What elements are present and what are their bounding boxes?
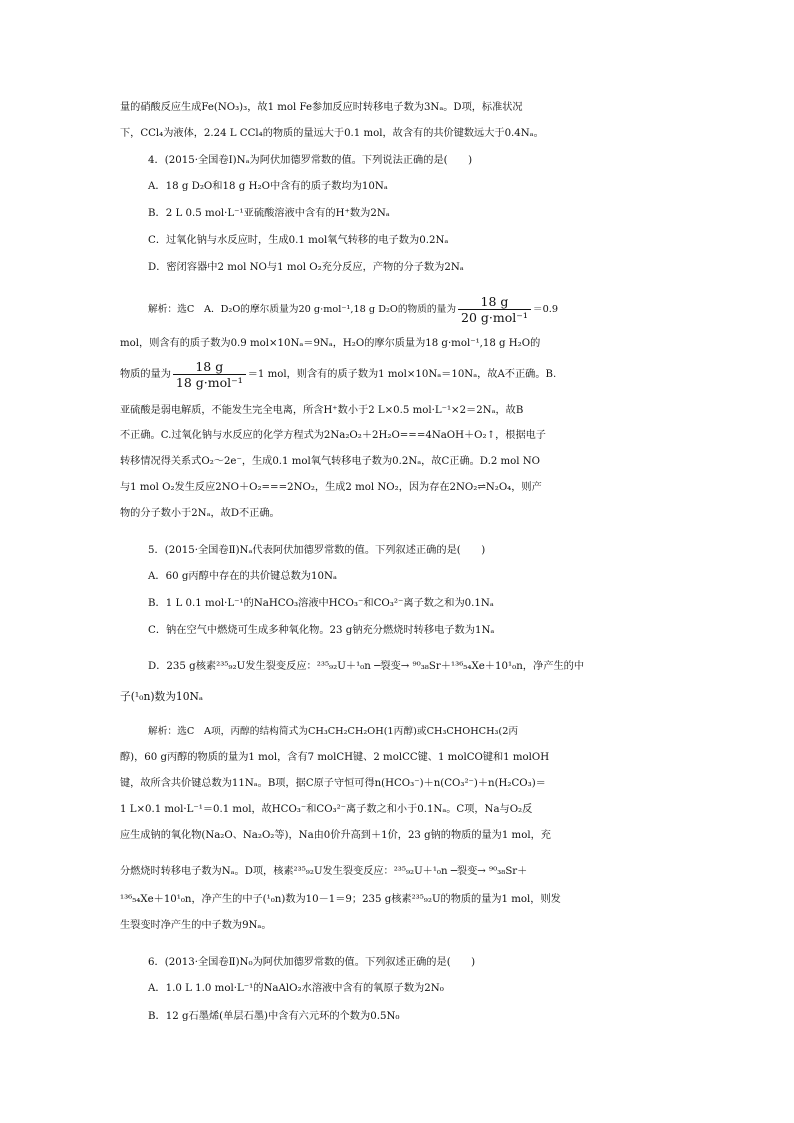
text-line <box>0 423 794 449</box>
line-text: ＝0.9 <box>532 304 559 315</box>
option-b <box>0 1004 794 1030</box>
fraction-denominator: 18 g·mol⁻¹ <box>175 374 243 390</box>
line-text: ¹³⁶₅₄Xe＋10¹₀n，净产生的中子(¹₀n)数为10－1＝9；235 g核素²³⁵₉₂U的物质的量为1 mol，则发 <box>120 894 561 905</box>
line-text: 醇)，60 g丙醇的物质的量为1 mol，含有7 molCH键、2 molCC键、1 molCO键和1 molOH <box>120 752 550 763</box>
line-text: A．18 g D₂O和18 g H₂O中含有的质子数均为10Nₐ <box>148 181 388 192</box>
question-6-stem <box>0 950 794 976</box>
question-4-stem <box>0 148 794 174</box>
text-line <box>0 475 794 501</box>
line-text: D．235 g核素²³⁵₉₂U发生裂变反应：²³⁵₉₂U＋¹₀n ─裂变→ ⁹⁰₃₈Sr＋¹³⁶₅₄Xe＋10¹₀n，净产生的中 <box>148 661 585 672</box>
fraction-denominator: 20 g·mol⁻¹ <box>461 310 528 325</box>
text-line <box>0 398 794 424</box>
line-text: 解析：选C A．D₂O的摩尔质量为20 g·mol⁻¹,18 g D₂O的物质的量为 <box>148 304 457 315</box>
option-a <box>0 564 794 590</box>
line-text: 不正确。C.过氧化钠与水反应的化学方程式为2Na₂O₂＋2H₂O===4NaOH＋O₂↑，根据电子 <box>120 430 546 441</box>
line-text: 4．(2015·全国卷Ⅰ)Nₐ为阿伏加德罗常数的值。下列说法正确的是( ) <box>148 155 473 166</box>
line-text: B．2 L 0.5 mol·L⁻¹亚硫酸溶液中含有的H⁺数为2Nₐ <box>148 208 390 219</box>
option-b <box>0 591 794 617</box>
line-text: 与1 mol O₂发生反应2NO＋O₂===2NO₂，生成2 mol NO₂，因为存在2NO₂⇌N₂O₄，则产 <box>120 482 542 493</box>
text-line <box>0 859 794 885</box>
line-text: C．钠在空气中燃烧可生成多种氧化物。23 g钠充分燃烧时转移电子数为1Nₐ <box>148 625 495 636</box>
text-line <box>0 745 794 771</box>
text-line <box>0 95 794 121</box>
fraction <box>173 359 246 390</box>
line-text: 键，故所含共价键总数为11Nₐ。B项，据C原子守恒可得n(HCO₃⁻)＋n(CO₃²⁻)＋n(H₂CO₃)＝ <box>120 778 546 789</box>
line-text: A．1.0 L 1.0 mol·L⁻¹的NaAlO₂水溶液中含有的氧原子数为2N₀ <box>148 983 444 994</box>
line-text: D．密闭容器中2 mol NO与1 mol O₂充分反应，产物的分子数为2Nₐ <box>148 262 464 273</box>
line-text: 生裂变时净产生的中子数为9Nₐ。 <box>120 920 272 931</box>
option-a <box>0 976 794 1002</box>
fraction <box>458 294 531 325</box>
solution-line <box>0 719 794 745</box>
line-text: 解析：选C A项，丙醇的结构简式为CH₃CH₂CH₂OH(1丙醇)或CH₃CHOHCH₃(2丙 <box>148 726 519 737</box>
line-text: 量的硝酸反应生成Fe(NO₃)₃，故1 mol Fe参加反应时转移电子数为3Nₐ。D项，标准状况 <box>120 102 523 113</box>
line-text: mol，则含有的质子数为0.9 mol×10Nₐ＝9Nₐ，H₂O的摩尔质量为18 g·mol⁻¹,18 g H₂O的 <box>120 338 541 349</box>
text-line <box>0 771 794 797</box>
line-text: 6．(2013·全国卷Ⅱ)N₀为阿伏加德罗常数的值。下列叙述正确的是( ) <box>148 957 476 968</box>
line-text: 5．(2015·全国卷Ⅱ)Nₐ代表阿伏加德罗常数的值。下列叙述正确的是( ) <box>148 545 486 556</box>
option-c <box>0 228 794 254</box>
text-line <box>0 913 794 939</box>
fraction-numerator: 18 g <box>173 359 246 375</box>
option-c <box>0 618 794 644</box>
line-text: 应生成钠的氧化物(Na₂O、Na₂O₂等)，Na由0价升高到＋1价，23 g钠的物质的量为1 mol，充 <box>120 830 551 841</box>
solution-line-fraction <box>0 353 794 397</box>
text-line <box>0 501 794 527</box>
option-d <box>0 654 794 680</box>
option-a <box>0 174 794 200</box>
line-text: C．过氧化钠与水反应时，生成0.1 mol氧气转移的电子数为0.2Nₐ <box>148 235 449 246</box>
line-text: 下，CCl₄为液体，2.24 L CCl₄的物质的量远大于0.1 mol，故含有的共价键数远大于0.4Nₐ。 <box>120 128 544 139</box>
text-line <box>0 449 794 475</box>
line-text: 转移情况得关系式O₂～2e⁻，生成0.1 mol氧气转移电子数为0.2Nₐ，故C正确。D.2 mol NO <box>120 456 541 467</box>
question-5-stem <box>0 538 794 564</box>
line-text: 分燃烧时转移电子数为Nₐ。D项，核素²³⁵₉₂U发生裂变反应：²³⁵₉₂U＋¹₀n ─裂变→ ⁹⁰₃₈Sr＋ <box>120 866 528 877</box>
line-text: 物质的量为 <box>120 369 171 380</box>
line-text: 1 L×0.1 mol·L⁻¹＝0.1 mol，故HCO₃⁻和CO₃²⁻离子数之和小于0.1Nₐ。C项，Na与O₂反 <box>120 804 533 815</box>
line-text: A．60 g丙醇中存在的共价键总数为10Nₐ <box>148 571 337 582</box>
text-line <box>0 887 794 913</box>
line-text: B．12 g石墨烯(单层石墨)中含有六元环的个数为0.5N₀ <box>148 1011 400 1022</box>
text-line <box>0 684 794 710</box>
option-b <box>0 201 794 227</box>
line-text: 物的分子数小于2Nₐ，故D不正确。 <box>120 508 280 519</box>
text-line <box>0 797 794 823</box>
fraction-numerator: 18 g <box>458 294 531 310</box>
line-text: B．1 L 0.1 mol·L⁻¹的NaHCO₃溶液中HCO₃⁻和CO₃²⁻离子数之和为0.1Nₐ <box>148 598 494 609</box>
line-text: ＝1 mol，则含有的质子数为1 mol×10Nₐ＝10Nₐ，故A不正确。B. <box>247 369 557 380</box>
solution-line-fraction <box>0 288 794 332</box>
text-line <box>0 823 794 849</box>
line-text: 子(¹₀n)数为10Nₐ <box>120 690 204 703</box>
line-text: 亚硫酸是弱电解质，不能发生完全电离，所含H⁺数小于2 L×0.5 mol·L⁻¹×2＝2Nₐ，故B <box>120 405 524 416</box>
text-line <box>0 121 794 147</box>
option-d <box>0 255 794 281</box>
